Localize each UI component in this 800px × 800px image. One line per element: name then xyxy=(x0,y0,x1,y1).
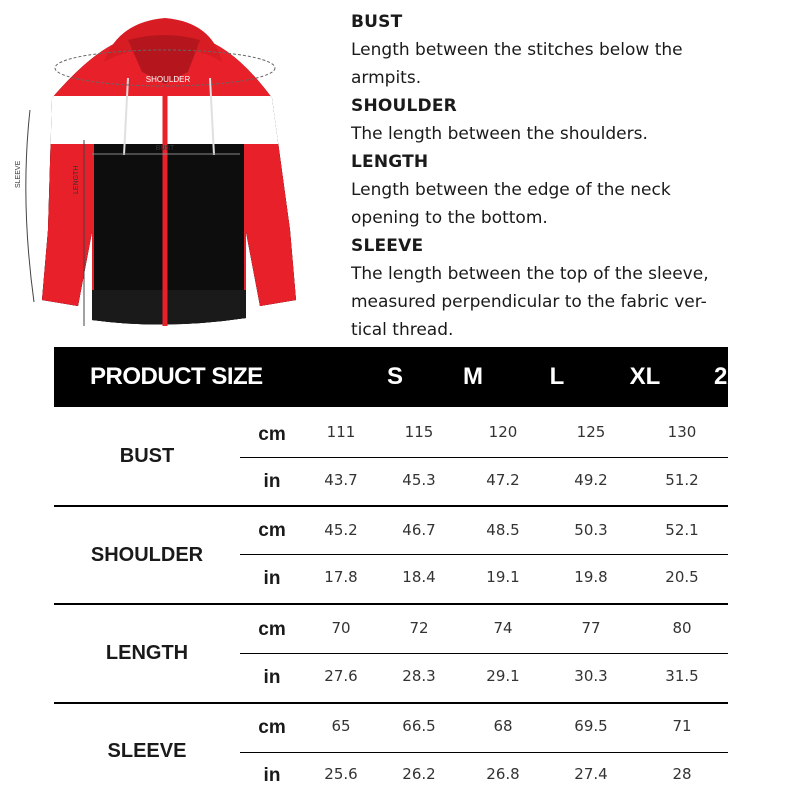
unit-in: in xyxy=(263,765,281,786)
size-value: 25.6 xyxy=(324,765,358,783)
size-value: 17.8 xyxy=(324,568,358,586)
size-value: 19.8 xyxy=(574,568,608,586)
size-table-header xyxy=(54,347,758,407)
size-value: 80 xyxy=(672,619,692,637)
size-value: 77 xyxy=(581,619,601,637)
size-value: 74 xyxy=(493,619,513,637)
size-value: 68 xyxy=(493,717,513,735)
size-value: 48.5 xyxy=(486,521,520,539)
size-value: 27.4 xyxy=(574,765,608,783)
measurement-definitions xyxy=(351,8,791,344)
definition-line: measured perpendicular to the fabric ver- xyxy=(351,292,707,312)
size-value: 26.2 xyxy=(402,765,436,783)
size-value: 46.7 xyxy=(402,521,436,539)
row-divider xyxy=(240,457,728,458)
definition-line: armpits. xyxy=(351,68,422,88)
size-value: 50.3 xyxy=(574,521,608,539)
definition-term: LENGTH xyxy=(351,152,429,172)
definition-line: tical thread. xyxy=(351,320,454,340)
row-label-bust: BUST xyxy=(119,445,175,467)
unit-in: in xyxy=(263,568,281,589)
size-value: 49.2 xyxy=(574,471,608,489)
size-header: S xyxy=(386,363,403,390)
size-value: 27.6 xyxy=(324,667,358,685)
unit-cm: cm xyxy=(258,717,286,738)
definition-term: BUST xyxy=(351,12,403,32)
definition-text xyxy=(351,176,791,232)
size-value: 130 xyxy=(667,423,697,441)
definition-term: SLEEVE xyxy=(351,236,424,256)
size-value: 31.5 xyxy=(665,667,699,685)
size-value: 19.1 xyxy=(486,568,520,586)
size-value: 45.3 xyxy=(402,471,436,489)
size-header: 2XL xyxy=(713,363,758,390)
size-header: XL xyxy=(629,363,661,390)
size-value: 120 xyxy=(488,423,518,441)
size-value: 29.1 xyxy=(486,667,520,685)
size-value: 45.2 xyxy=(324,521,358,539)
sleeve-label: SLEEVE xyxy=(15,160,22,188)
size-value: 26.8 xyxy=(486,765,520,783)
size-value: 71 xyxy=(672,717,692,735)
definition-line: The length between the shoulders. xyxy=(351,124,648,144)
size-value: 18.4 xyxy=(402,568,436,586)
size-value: 47.2 xyxy=(486,471,520,489)
size-value: 115 xyxy=(404,423,434,441)
size-header: L xyxy=(549,363,565,390)
row-divider xyxy=(240,752,728,753)
size-value: 51.2 xyxy=(665,471,699,489)
row-label-shoulder: SHOULDER xyxy=(90,544,204,566)
size-value: 70 xyxy=(331,619,351,637)
definition-text xyxy=(351,120,791,148)
definition-text xyxy=(351,36,791,92)
size-value: 66.5 xyxy=(402,717,436,735)
section-divider xyxy=(54,702,728,704)
definition-line: The length between the top of the sleeve, xyxy=(351,264,709,284)
size-value: 28.3 xyxy=(402,667,436,685)
jacket-illustration xyxy=(0,0,340,340)
size-value: 28 xyxy=(672,765,692,783)
unit-cm: cm xyxy=(258,619,286,640)
row-label-sleeve: SLEEVE xyxy=(107,740,187,762)
definition-line: Length between the edge of the neck xyxy=(351,180,671,200)
size-header: M xyxy=(463,363,483,390)
size-value: 125 xyxy=(576,423,606,441)
size-value: 20.5 xyxy=(665,568,699,586)
row-label-length: LENGTH xyxy=(105,642,189,664)
definition-line: Length between the stitches below the xyxy=(351,40,683,60)
size-value: 69.5 xyxy=(574,717,608,735)
bust-label: BUST xyxy=(155,145,175,152)
unit-cm: cm xyxy=(258,424,286,445)
size-table-title: PRODUCT SIZE xyxy=(90,363,263,390)
size-value: 30.3 xyxy=(574,667,608,685)
size-value: 111 xyxy=(326,423,356,441)
size-value: 43.7 xyxy=(324,471,358,489)
size-value: 52.1 xyxy=(665,521,699,539)
section-divider xyxy=(54,505,728,507)
size-value: 72 xyxy=(409,619,429,637)
section-divider xyxy=(54,603,728,605)
unit-in: in xyxy=(263,667,281,688)
length-label: LENGTH xyxy=(73,165,80,194)
row-divider xyxy=(240,653,728,654)
shoulder-label: SHOULDER xyxy=(145,75,191,84)
unit-in: in xyxy=(263,471,281,492)
definition-term: SHOULDER xyxy=(351,96,457,116)
size-value: 65 xyxy=(331,717,351,735)
row-divider xyxy=(240,554,728,555)
unit-cm: cm xyxy=(258,520,286,541)
definition-line: opening to the bottom. xyxy=(351,208,548,228)
definition-text xyxy=(351,260,791,344)
